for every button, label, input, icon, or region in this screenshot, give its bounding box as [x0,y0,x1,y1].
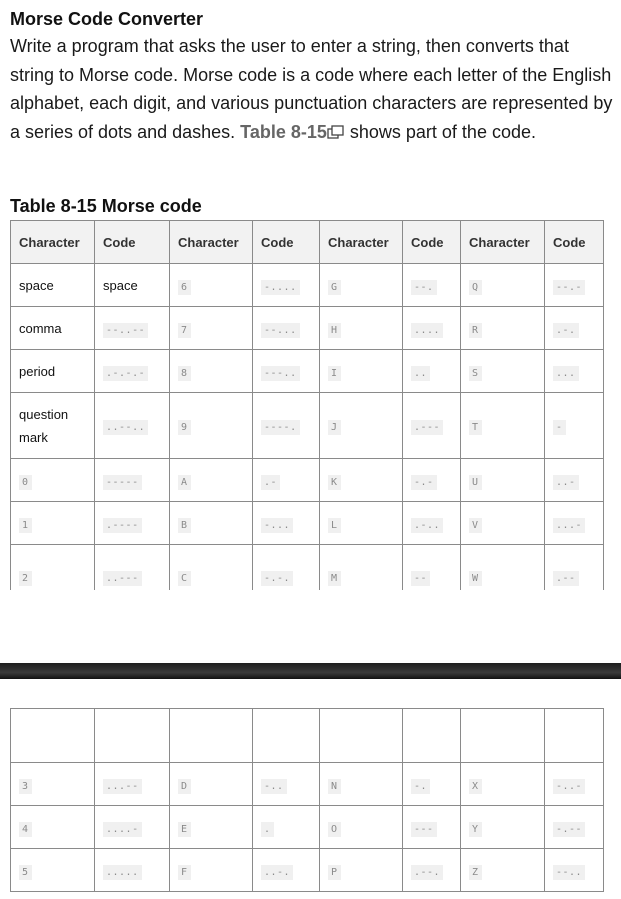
code-cell [403,849,461,892]
code-text: A [178,475,191,490]
character-cell [461,393,545,459]
code-text: M [328,571,341,586]
code-cell [95,307,170,350]
character-cell [320,545,403,591]
character-cell [170,459,253,502]
code-text: 2 [19,571,32,586]
code-text: -..- [553,779,585,794]
character-cell [461,763,545,806]
character-cell [461,849,545,892]
character-cell [320,350,403,393]
character-cell [461,806,545,849]
code-cell [95,393,170,459]
code-cell [95,545,170,591]
code-cell [253,545,320,591]
morse-table [10,220,604,590]
code-cell [545,307,604,350]
code-text: -.-- [553,822,585,837]
cell-text: period [19,363,56,379]
character-cell [461,307,545,350]
code-text: ----- [103,475,142,490]
code-cell [403,502,461,545]
character-cell [320,849,403,892]
code-text: U [469,475,482,490]
cell-text: comma [19,320,62,336]
code-text: ..--- [103,571,142,586]
code-text: 1 [19,518,32,533]
character-cell [11,545,95,591]
code-text: 0 [19,475,32,490]
code-text: 9 [178,420,191,435]
character-cell [461,502,545,545]
code-text: ----. [261,420,300,435]
code-text: --.. [553,865,585,880]
code-cell [253,459,320,502]
character-cell [170,264,253,307]
code-text: .- [261,475,280,490]
character-cell [11,393,95,459]
character-cell [320,307,403,350]
code-text: - [553,420,566,435]
character-cell [461,459,545,502]
column-header: Code [545,221,604,264]
code-text: E [178,822,191,837]
table-header-row [11,221,604,264]
table-row [11,264,604,307]
character-cell [170,393,253,459]
code-text: L [328,518,341,533]
code-cell [253,806,320,849]
code-text: -.. [261,779,287,794]
code-text: .-.-.- [103,366,148,381]
character-cell [320,459,403,502]
morse-table-continued [10,708,604,892]
code-text: ..-. [261,865,293,880]
code-cell [403,806,461,849]
code-text: --..-- [103,323,148,338]
paragraph-text-after: shows part of the code. [344,121,536,142]
code-text: K [328,475,341,490]
table-blank-row [11,709,604,763]
code-cell [403,393,461,459]
code-text: 4 [19,822,32,837]
code-cell [253,393,320,459]
character-cell [170,763,253,806]
code-cell [403,350,461,393]
column-header: Code [253,221,320,264]
code-cell [253,763,320,806]
character-cell [320,763,403,806]
section-heading: Morse Code Converter [10,9,204,29]
code-cell [545,459,604,502]
code-text: N [328,779,341,794]
table-fragment-top [0,220,621,590]
character-cell [170,502,253,545]
column-header: Character [170,221,253,264]
table-row [11,307,604,350]
code-cell [403,307,461,350]
code-cell [545,264,604,307]
character-cell [461,350,545,393]
code-cell [403,459,461,502]
code-text: .-- [553,571,579,586]
code-text: -.... [261,280,300,295]
code-text: --- [411,822,437,837]
code-cell [253,307,320,350]
code-text: -.- [411,475,437,490]
code-text: X [469,779,482,794]
code-text: .--. [411,865,443,880]
code-text: --. [411,280,437,295]
character-cell [11,849,95,892]
code-text: W [469,571,482,586]
column-header: Character [320,221,403,264]
code-text: J [328,420,341,435]
code-text: H [328,323,341,338]
code-cell [253,350,320,393]
cell-text: question mark [19,406,69,445]
code-text: -. [411,779,430,794]
character-cell [320,393,403,459]
character-cell [320,264,403,307]
code-text: 3 [19,779,32,794]
code-cell [403,545,461,591]
character-cell [11,307,95,350]
popout-icon[interactable] [327,125,345,139]
code-cell [545,393,604,459]
column-header: Code [95,221,170,264]
code-cell [253,502,320,545]
table-row [11,545,604,591]
cell-text: space [19,277,54,293]
code-cell [545,545,604,591]
code-cell [95,264,170,307]
code-cell [545,350,604,393]
code-text: 6 [178,280,191,295]
character-cell [11,350,95,393]
code-text: I [328,366,341,381]
code-text: --.- [553,280,585,295]
code-cell [95,763,170,806]
code-cell [95,502,170,545]
code-cell [95,806,170,849]
character-cell [320,806,403,849]
code-text: .-. [553,323,579,338]
code-text: 5 [19,865,32,880]
code-cell [403,763,461,806]
code-text: .---- [103,518,142,533]
table-row [11,849,604,892]
table-reference-link[interactable]: Table 8-15 [240,121,327,142]
code-cell [253,264,320,307]
column-header: Code [403,221,461,264]
code-cell [545,806,604,849]
code-cell [545,502,604,545]
code-text: . [261,822,274,837]
code-text: Y [469,822,482,837]
code-text: Q [469,280,482,295]
code-cell [403,264,461,307]
code-text: --... [261,323,300,338]
code-text: -.-. [261,571,293,586]
table-caption: Table 8-15 Morse code [10,196,202,216]
code-text: ---.. [261,366,300,381]
character-cell [170,350,253,393]
code-cell [545,849,604,892]
column-header: Character [11,221,95,264]
code-text: D [178,779,191,794]
character-cell [170,545,253,591]
code-text: P [328,865,341,880]
character-cell [11,763,95,806]
character-cell [170,849,253,892]
code-text: ..... [103,865,142,880]
code-text: ... [553,366,579,381]
code-text: .... [411,323,443,338]
code-cell [253,849,320,892]
paragraph-text-before: Write a program that asks the user to enter a string, then converts that string to Morse code. Morse code is a code where each letter of the English alphabet, each digit, and various punctuation characters are represented by a series of dots and dashes. [10,36,613,142]
code-text: .--- [411,420,443,435]
description-paragraph [10,32,614,146]
table-row [11,806,604,849]
code-text: ..--.. [103,420,148,435]
table-row [11,763,604,806]
code-text: -... [261,518,293,533]
cell-text: space [103,277,138,293]
code-cell [95,350,170,393]
code-text: C [178,571,191,586]
code-text: B [178,518,191,533]
character-cell [170,307,253,350]
character-cell [11,806,95,849]
code-text: R [469,323,482,338]
page-divider-bar [0,663,621,679]
character-cell [461,264,545,307]
code-text: ....- [103,822,142,837]
column-header: Character [461,221,545,264]
code-text: .-.. [411,518,443,533]
character-cell [461,545,545,591]
table-fragment-bottom [0,708,621,892]
code-cell [545,763,604,806]
code-text: -- [411,571,430,586]
code-text: ..- [553,475,579,490]
code-cell [95,849,170,892]
code-text: T [469,420,482,435]
character-cell [320,502,403,545]
code-cell [95,459,170,502]
code-text: 7 [178,323,191,338]
table-row [11,502,604,545]
code-text: V [469,518,482,533]
code-text: 8 [178,366,191,381]
code-text: ...-- [103,779,142,794]
character-cell [170,806,253,849]
code-text: F [178,865,191,880]
code-text: .. [411,366,430,381]
code-text: Z [469,865,482,880]
table-row [11,459,604,502]
character-cell [11,459,95,502]
code-text: ...- [553,518,585,533]
table-row [11,350,604,393]
character-cell [11,502,95,545]
character-cell [11,264,95,307]
code-text: S [469,366,482,381]
table-row [11,393,604,459]
code-text: G [328,280,341,295]
code-text: O [328,822,341,837]
